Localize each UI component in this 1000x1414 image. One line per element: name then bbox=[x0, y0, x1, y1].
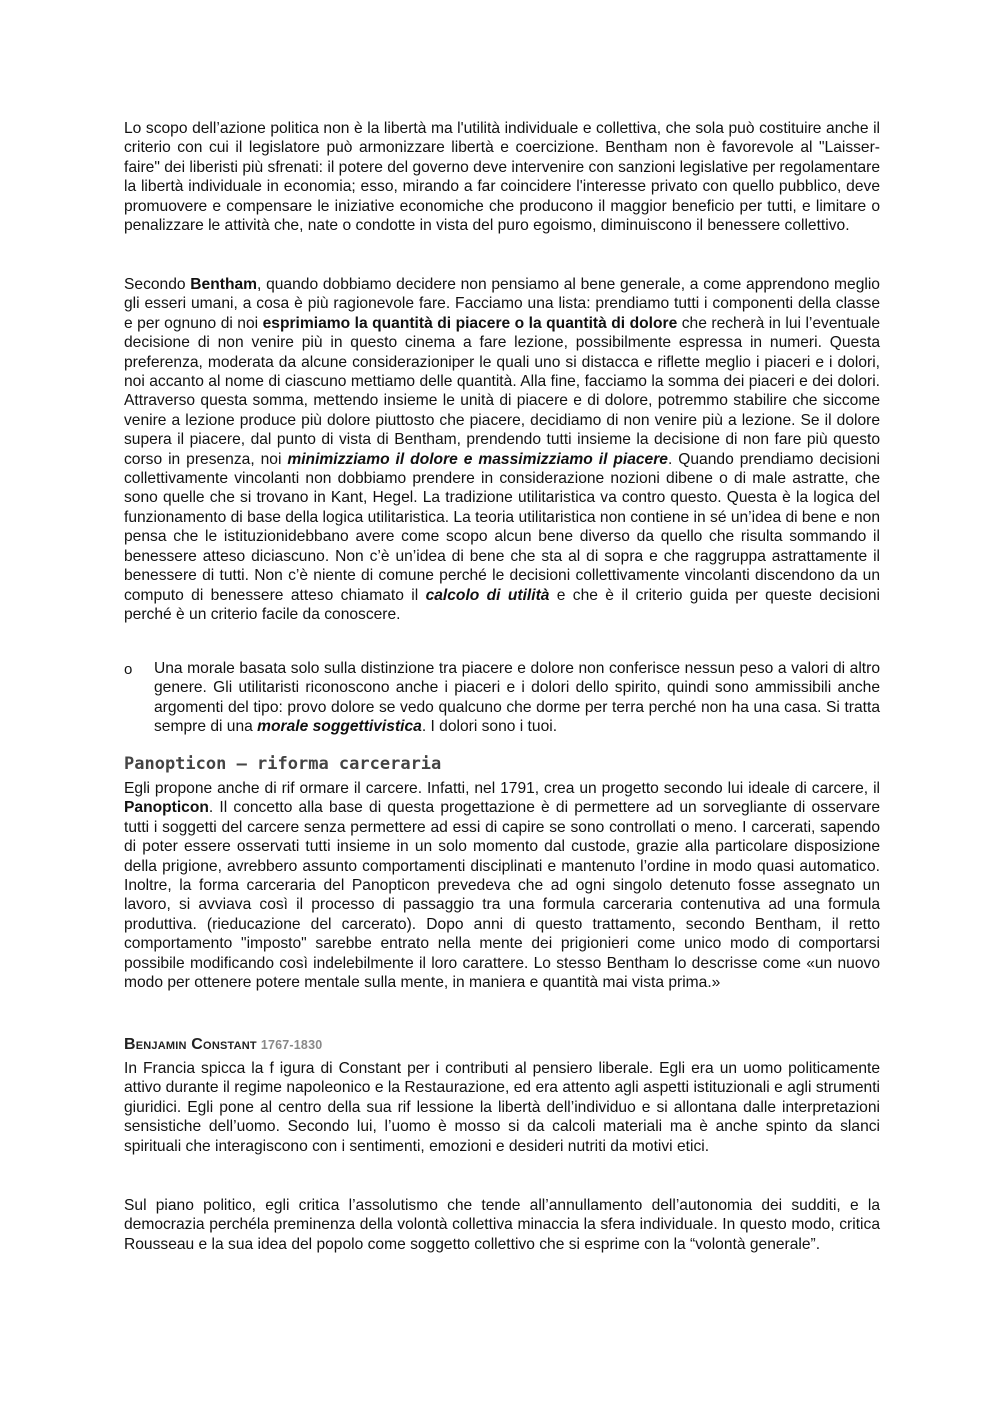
bold-italic-run: morale soggettivistica bbox=[257, 718, 422, 736]
bold-run: Bentham bbox=[190, 276, 258, 293]
bullet-paragraph bbox=[154, 659, 880, 737]
text-run: che recherà in lui l’eventuale decisione di non venire più in questo cinema a fare lezione, possibilmente espressa in numeri. Questa preferenza, moderata da alcune considerazioniper le quali uno si distacca e riflette meglio i piaceri e i dolori, noi accanto al nome di ciascuno mettiamo delle quantità. Alla fine, facciamo la somma dei piaceri e dei dolori. Attraverso questa somma, mettendo insieme le unità di piacere e di dolore, potremmo stabilire che siccome venire a lezione produce più dolore piuttosto che piacere, decidiamo di non venire più a lezione. Se il dolore supera il piacere, dal punto di vista di Bentham, prendendo tutti insieme la decisione di non fare più questo corso in presenza, noi bbox=[124, 314, 880, 468]
text-run: . Quando prendiamo decisioni collettivamente vincolanti non dobbiamo prendere in considerazione nozioni dibene o di male astratte, che sono quelle che si trovano in Kant, Hegel. La tradizione utilitaristica va contro questo. Questa è la logica del funzionamento di base della logica utilitaristica. La teoria utilitaristica non contiene in sé un’idea di bene e non pensa che le istituzionidebbano avere come scopo alcun bene diverso da quello che risulta sommando il benessere atteso diciascuno. Non c’è un’idea di bene che sta al di sopra e che raggruppa astrattamente il benessere di tutti. Non c’è niente di comune perché le decisioni collettivamente vincolanti discendono da un computo di benessere atteso chiamato il bbox=[124, 450, 880, 604]
bold-italic-run: minimizziamo il dolore e massimizziamo il piacere bbox=[287, 450, 668, 468]
paragraph-bentham bbox=[124, 275, 880, 624]
text-run: Una morale basata solo sulla distinzione tra piacere e dolore non conferisce nessun peso a valori di altro genere. Gli utilitaristi riconoscono anche i piaceri e i dolori dello spirito, quindi sono ammissibili anche argomenti del tipo: provo dolore se vedo qualcuno che dorme per terra perché non ha una casa. Si tratta sempre di una bbox=[154, 660, 880, 736]
paragraph-panopticon bbox=[124, 779, 880, 992]
heading-panopticon: Panopticon – riforma carceraria bbox=[124, 754, 442, 774]
bold-run: Panopticon bbox=[124, 799, 209, 817]
bullet-marker: o bbox=[124, 661, 133, 678]
text-run: e che è il criterio guida per queste decisioni perché è un criterio facile da conoscere. bbox=[124, 586, 880, 623]
text-run: Secondo bbox=[124, 276, 191, 293]
paragraph-utility: Lo scopo dell’azione politica non è la libertà ma l'utilità individuale e collettiva, che sola può costituire anche il criterio con cui il legislatore può armonizzare libertà e coercizione. Bentham non è favorevole al "Laisser-faire" dei liberisti più sfrenati: il potere del governo deve intervenire con sanzioni legislative per regolamentare la libertà individuale in economia; esso, mirando a far coincidere l'interesse privato con quello pubblico, deve promuovere e compensare le iniziative economiche che producono il maggior beneficio per tutti, e limitare o penalizzare le attività che, nate o condotte in vista del puro egoismo, diminuiscono il benessere collettivo. bbox=[124, 120, 880, 235]
text-run: . Il concetto alla base di questa progettazione è di permettere ad un sorvegliante di osservare tutti i soggetti del carcere senza permettere ad essi di capire se sono controllati o meno. I carcerati, sapendo di poter essere osservati tutti insieme in un solo momento dal custode, grazie alla particolare disposizione della prigione, avrebbero assunto comportamenti disciplinati e mantenuto l’ordine in modo quasi automatico. Inoltre, la forma carceraria del Panopticon prevedeva che ad ogni singolo detenuto fosse assegnato un lavoro, si avviava così il processo di passaggio tra una formula carceraria contenutiva ad una formula produttiva. (rieducazione del carcerato). Dopo anni di questo trattamento, secondo Bentham, il retto comportamento "imposto" sarebbe entrato nella mente dei prigionieri come unico modo di comportarsi possibile modificando così indelebilmente il loro carattere. Lo stesso Bentham lo descrisse come «un nuovo modo per ottenere potere mentale sulla mente, in maniera e quantità mai vista prima.» bbox=[124, 799, 880, 992]
paragraph-political: Sul piano politico, egli critica l’assolutismo che tende all’annullamento dell’autonomia dei sudditi, e la democrazia perchéla preminenza della volontà collettiva minaccia la sfera individuale. In questo modo, critica Rousseau e la sua idea del popolo come soggetto collettivo che si esprime con la “volontà generale”. bbox=[124, 1197, 880, 1253]
text-run: , quando dobbiamo decidere non pensiamo al bene generale, a come apprendono meglio gli esseri umani, a cosa è più ragionevole fare. Facciamo una lista: prendiamo tutti i componenti della classe e per ognuno di noi bbox=[124, 276, 880, 332]
heading-constant-dates: 1767-1830 bbox=[260, 1038, 323, 1052]
bold-italic-run: calcolo di utilità bbox=[425, 586, 550, 604]
heading-constant bbox=[124, 1036, 322, 1054]
text-run: Egli propone anche di rif ormare il carcere. Infatti, nel 1791, crea un progetto secondo lui ideale di carcere, il bbox=[124, 780, 880, 797]
bold-run: esprimiamo la quantità di piacere o la quantità di dolore bbox=[262, 314, 678, 332]
paragraph-constant: In Francia spicca la f igura di Constant per i contributi al pensiero liberale. Egli era un uomo politicamente attivo durante il regime napoleonico e la Restaurazione, ed era attento agli aspetti istituzionali e agli strumenti giuridici. Egli pone al centro della sua rif lessione la libertà dell’individuo e si allontana dalle interpretazioni sensistiche dell’uomo. Secondo lui, l’uomo è mosso si da calcoli materiali ma è anche spinto da slanci spirituali che interagiscono con i sentimenti, emozioni e desideri nutriti da motivi etici. bbox=[124, 1060, 880, 1155]
heading-constant-name: Benjamin Constant bbox=[124, 1036, 257, 1053]
text-run: . I dolori sono i tuoi. bbox=[421, 718, 558, 736]
